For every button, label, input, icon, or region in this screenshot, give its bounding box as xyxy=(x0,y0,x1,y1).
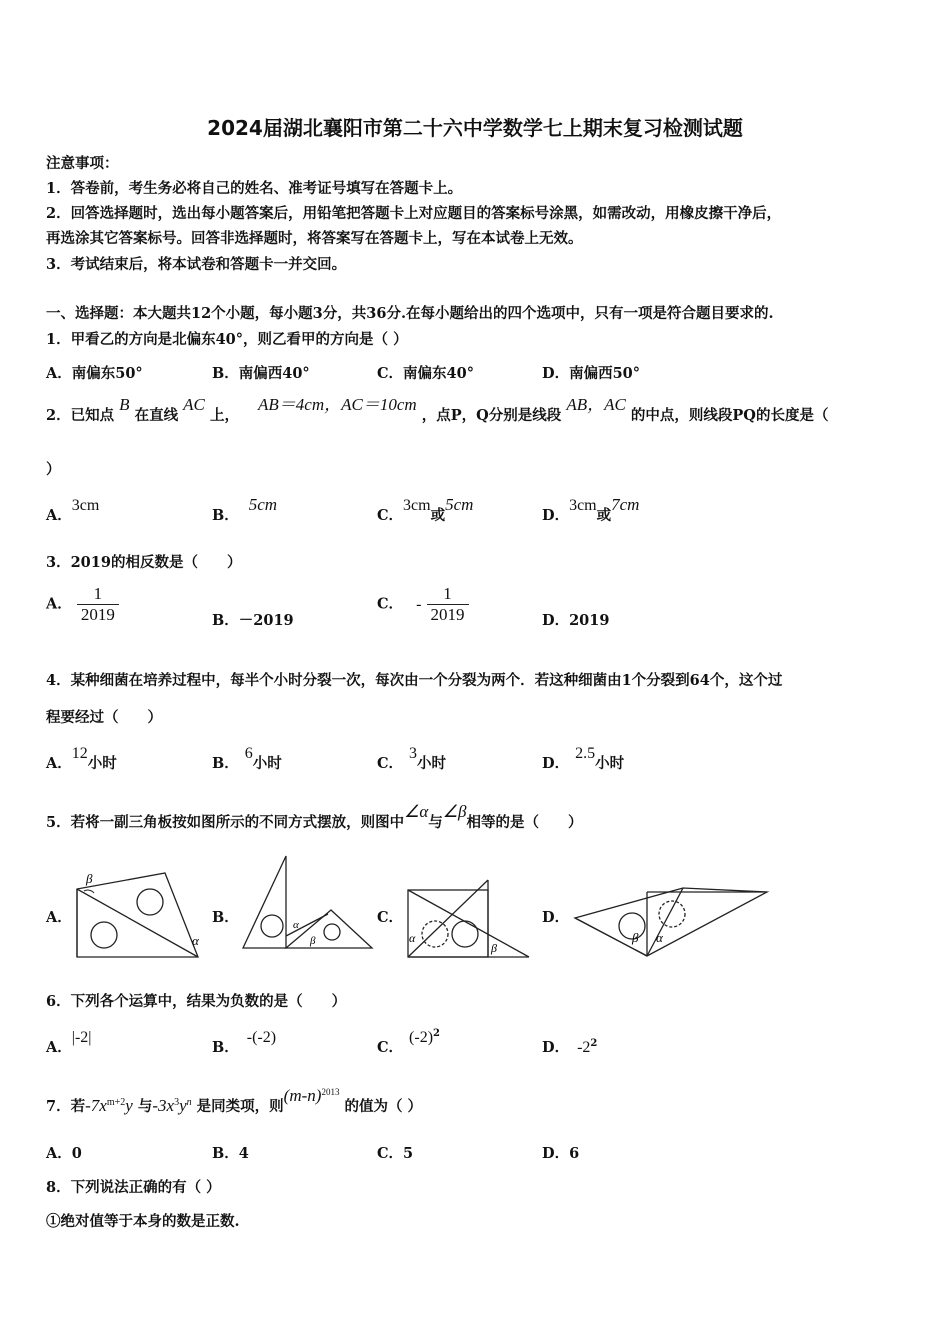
q2-option-a xyxy=(46,497,100,525)
notice-item: 再选涂其它答案标号。回答非选择题时，将答案写在答题卡上，写在本试卷上无效。 xyxy=(46,230,583,247)
q5-option-a-label: A． xyxy=(46,909,72,926)
option-label: A． xyxy=(46,1039,72,1056)
q2-text: 的中点，则线段PQ的长度是（ xyxy=(630,407,829,424)
term-1: -7x xyxy=(85,1096,107,1115)
figure-a-set-squares xyxy=(70,855,205,963)
fraction xyxy=(427,584,469,625)
fraction xyxy=(77,584,119,625)
figure-c-set-squares xyxy=(403,876,535,960)
question-3-stem: 3．2019的相反数是（ ） xyxy=(46,554,242,571)
option-alt-value: 5cm xyxy=(445,495,474,514)
q4-option-b xyxy=(212,745,282,773)
option-alt-value: 7cm xyxy=(611,495,640,514)
q2-option-c xyxy=(377,495,474,525)
figure-b-set-squares xyxy=(238,852,378,954)
q2-option-b xyxy=(212,495,278,525)
minus-sign: - xyxy=(416,595,422,613)
exponent: 2 xyxy=(590,1038,598,1050)
q4-option-d xyxy=(542,745,625,773)
q5-option-b-label: B． xyxy=(212,909,239,926)
or-text: 或 xyxy=(430,507,446,524)
q5-option-c-label: C． xyxy=(377,909,404,926)
or-text: 或 xyxy=(596,507,612,524)
q1-option-a: A．南偏东50° xyxy=(46,365,143,382)
term-1-y: y xyxy=(125,1096,133,1115)
q1-option-c: C．南偏东40° xyxy=(377,365,474,382)
option-label: D． xyxy=(542,755,570,772)
q1-option-d: D．南偏西50° xyxy=(542,365,641,382)
q2-equation: AB＝4cm，AC＝10cm xyxy=(258,395,417,414)
notice-item: 3．考试结束后，将本试卷和答题卡一并交回。 xyxy=(46,256,347,273)
q5-option-d-label: D． xyxy=(542,909,570,926)
q7-option-a: A．0 xyxy=(46,1145,82,1162)
question-7-stem xyxy=(46,1086,423,1116)
q6-option-c xyxy=(377,1028,440,1057)
option-value: (-2) xyxy=(409,1029,434,1046)
term-2-y: y xyxy=(179,1096,187,1115)
term-1-exponent: m+2 xyxy=(106,1097,126,1109)
option-label: A． xyxy=(46,507,72,524)
unit: 小时 xyxy=(595,755,625,772)
option-label: A． xyxy=(46,755,72,772)
option-value: －2019 xyxy=(238,612,294,629)
beta-label: β xyxy=(310,935,316,947)
question-4-stem: 4．某种细菌在培养过程中，每半个小时分裂一次，每次由一个分裂为两个．若这种细菌由1个分裂到64个，这个过 xyxy=(46,672,783,689)
q2-text: 上， xyxy=(209,407,239,424)
q2-close-paren: ） xyxy=(46,461,61,478)
beta-label: β xyxy=(86,871,93,886)
figure-d-set-squares xyxy=(570,884,775,960)
option-label: D． xyxy=(542,507,570,524)
q7-option-c: C．5 xyxy=(377,1145,414,1162)
q5-text: 相等的是（ ） xyxy=(466,814,583,831)
option-value: 3cm xyxy=(403,497,431,514)
option-value: 2.5 xyxy=(575,745,596,762)
notice-heading: 注意事项： xyxy=(46,155,119,172)
angle-beta: ∠β xyxy=(442,802,467,821)
numerator: 1 xyxy=(427,584,469,605)
q2-segments: AB，AC xyxy=(566,395,626,414)
option-value: 3 xyxy=(409,745,418,762)
question-8-stem: 8．下列说法正确的有（ ） xyxy=(46,1179,221,1196)
q3-option-a xyxy=(46,584,119,625)
numerator: 1 xyxy=(77,584,119,605)
q7-text: 与 xyxy=(137,1098,153,1115)
alpha-label: α xyxy=(192,933,199,948)
q6-option-d xyxy=(542,1036,597,1057)
q5-text: 与 xyxy=(428,814,443,831)
q2-text: 2．已知点 xyxy=(46,407,115,424)
option-value: 5cm xyxy=(248,495,278,514)
unit: 小时 xyxy=(417,755,447,772)
q5-text: 5．若将一副三角板按如图所示的不同方式摆放，则图中 xyxy=(46,814,405,831)
option-label: C． xyxy=(377,1039,404,1056)
question-5-stem xyxy=(46,802,583,832)
option-value: |-2| xyxy=(71,1029,92,1046)
exponent: 2 xyxy=(433,1028,440,1040)
option-value: -2 xyxy=(577,1039,591,1056)
beta-label: β xyxy=(632,930,639,945)
option-label: B． xyxy=(212,1039,239,1056)
exam-title: 2024届湖北襄阳市第二十六中学数学七上期末复习检测试题 xyxy=(207,116,743,140)
q6-option-b xyxy=(212,1029,277,1057)
option-value: 12 xyxy=(71,745,88,762)
denominator: 2019 xyxy=(80,605,115,624)
term-2-y-exponent: n xyxy=(186,1097,192,1109)
section-heading: 一、选择题：本大题共12个小题，每小题3分，共36分.在每小题给出的四个选项中，只有一项是符合题目要求的. xyxy=(46,305,774,322)
q2-text: 在直线 xyxy=(134,407,179,424)
question-2-stem xyxy=(46,395,829,425)
beta-label: β xyxy=(491,941,497,955)
q3-option-b xyxy=(212,609,294,630)
unit: 小时 xyxy=(87,755,117,772)
q2-option-d xyxy=(542,495,640,525)
question-1-stem: 1．甲看乙的方向是北偏东40°，则乙看甲的方向是（ ） xyxy=(46,331,408,348)
notice-item: 1．答卷前，考生务必将自己的姓名、准考证号填写在答题卡上。 xyxy=(46,180,463,197)
term-2: -3x xyxy=(152,1096,175,1115)
option-value: 6 xyxy=(244,745,253,762)
term-3: (m-n) xyxy=(283,1086,322,1105)
option-label: D． xyxy=(542,1039,570,1056)
q2-text: ，点P，Q分别是线段 xyxy=(421,407,562,424)
term-3-exponent: 2013 xyxy=(321,1087,340,1098)
q8-statement-1: ①绝对值等于本身的数是正数. xyxy=(46,1213,240,1230)
option-label: C． xyxy=(377,755,404,772)
option-label: A． xyxy=(46,595,72,613)
option-label: C． xyxy=(377,595,404,613)
q7-text: 的值为（ ） xyxy=(344,1098,423,1115)
question-4-stem-cont: 程要经过（ ） xyxy=(46,709,162,726)
q6-option-a xyxy=(46,1029,92,1057)
q1-option-b: B．南偏西40° xyxy=(212,365,310,382)
angle-alpha: ∠α xyxy=(404,802,429,821)
q2-point-b: B xyxy=(119,395,130,414)
alpha-label: α xyxy=(409,931,416,945)
option-label: D． xyxy=(542,612,570,629)
q3-option-c xyxy=(377,584,469,625)
notice-item: 2．回答选择题时，选出每小题答案后，用铅笔把答题卡上对应题目的答案标号涂黑，如需改动，用橡皮擦干净后， xyxy=(46,205,782,222)
q4-option-c xyxy=(377,745,447,773)
q3-option-d xyxy=(542,609,609,630)
option-label: B． xyxy=(212,755,239,772)
option-label: B． xyxy=(212,507,239,524)
alpha-label: α xyxy=(293,919,299,931)
q7-option-b: B．4 xyxy=(212,1145,249,1162)
q7-option-d: D．6 xyxy=(542,1145,580,1162)
option-value: -(-2) xyxy=(246,1029,277,1046)
option-label: C． xyxy=(377,507,404,524)
alpha-label: α xyxy=(656,930,663,945)
q4-option-a xyxy=(46,745,117,773)
q7-text: 7．若 xyxy=(46,1098,86,1115)
term-2-exponent: 3 xyxy=(174,1097,180,1109)
option-value: 3cm xyxy=(71,497,100,514)
q7-text: 是同类项，则 xyxy=(196,1098,284,1115)
q2-line-ac: AC xyxy=(183,395,205,414)
option-value: 3cm xyxy=(569,497,597,514)
unit: 小时 xyxy=(252,755,282,772)
question-6-stem: 6．下列各个运算中，结果为负数的是（ ） xyxy=(46,993,347,1010)
option-value: 2019 xyxy=(569,612,610,629)
option-label: B． xyxy=(212,612,239,629)
denominator: 2019 xyxy=(430,605,465,624)
